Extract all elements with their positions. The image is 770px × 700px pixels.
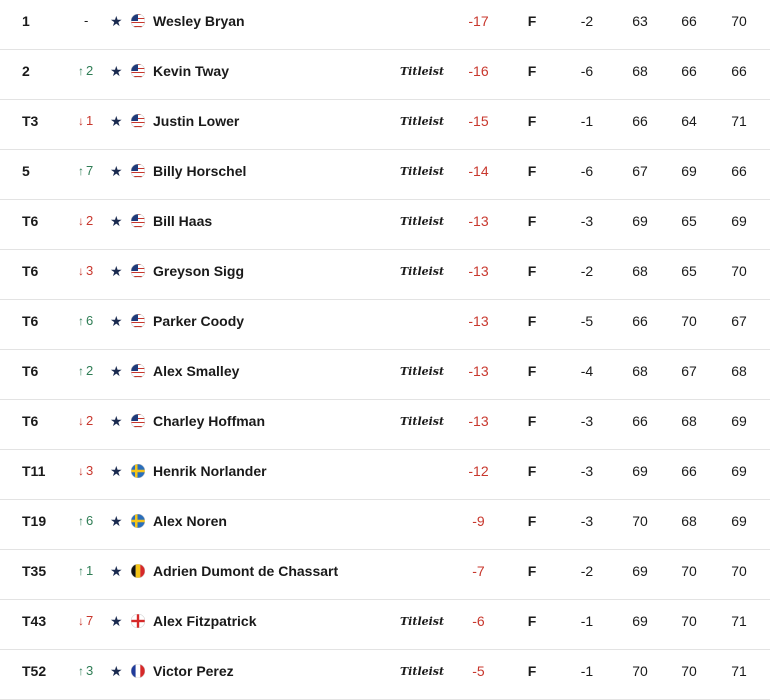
round-1-score: 69 (632, 463, 648, 479)
leaderboard-row[interactable] (0, 550, 770, 600)
position-move-value: 7 (86, 613, 94, 628)
today-score: -6 (580, 163, 594, 179)
leaderboard-row[interactable] (0, 350, 770, 400)
position: 2 (22, 63, 30, 79)
round-1-score: 66 (632, 313, 648, 329)
thru: F (527, 563, 537, 579)
arrow-down-icon: ↓ (78, 414, 84, 428)
position-move (78, 600, 104, 642)
star-icon[interactable]: ★ (110, 463, 123, 479)
arrow-up-icon: ↑ (78, 314, 84, 328)
round-3-score: 69 (731, 463, 747, 479)
total-to-par: -14 (468, 163, 489, 179)
usa-flag-icon (131, 14, 145, 28)
total-to-par: -13 (468, 363, 489, 379)
leaderboard-row[interactable] (0, 600, 770, 650)
round-3-score: 69 (731, 413, 747, 429)
today-score: -2 (580, 263, 594, 279)
position: 5 (22, 163, 30, 179)
today-score: -3 (580, 463, 594, 479)
titleist-logo (398, 161, 446, 181)
titleist-logo (398, 661, 446, 681)
svg-text:Titleist: Titleist (400, 215, 445, 228)
arrow-down-icon: ↓ (78, 264, 84, 278)
position-move-value: 6 (86, 513, 94, 528)
position-move-value: 2 (86, 63, 94, 78)
usa-flag-icon (131, 364, 145, 378)
today-score: -2 (580, 563, 594, 579)
thru: F (527, 63, 537, 79)
player-name[interactable]: Victor Perez (153, 663, 234, 679)
round-1-score: 68 (632, 363, 648, 379)
england-flag-icon (131, 614, 145, 628)
round-1-score: 63 (632, 13, 648, 29)
position-move-value: 2 (86, 213, 94, 228)
position-move (78, 350, 104, 392)
round-2-score: 65 (681, 263, 697, 279)
round-1-score: 69 (632, 563, 648, 579)
position-move (78, 450, 104, 492)
position-move-value: 2 (86, 363, 94, 378)
titleist-logo (398, 261, 446, 281)
position-move-value: 3 (86, 463, 94, 478)
leaderboard-row[interactable] (0, 200, 770, 250)
player-name[interactable]: Parker Coody (153, 313, 245, 329)
position: T11 (22, 463, 46, 479)
player-name[interactable]: Charley Hoffman (153, 413, 266, 429)
usa-flag-icon (131, 64, 145, 78)
star-icon[interactable]: ★ (110, 613, 123, 629)
arrow-up-icon: ↑ (78, 664, 84, 678)
arrow-up-icon: ↑ (78, 564, 84, 578)
leaderboard-row[interactable] (0, 50, 770, 100)
round-2-score: 68 (681, 413, 697, 429)
position-move (78, 50, 104, 92)
usa-flag-icon (131, 164, 145, 178)
today-score: -4 (580, 363, 594, 379)
sweden-flag-icon (131, 464, 145, 478)
arrow-up-icon: ↑ (78, 364, 84, 378)
position-move-value: - (84, 13, 89, 28)
star-icon[interactable]: ★ (110, 63, 123, 79)
today-score: -1 (580, 113, 594, 129)
today-score: -1 (580, 663, 594, 679)
svg-text:Titleist: Titleist (400, 365, 445, 378)
thru: F (527, 363, 537, 379)
today-score: -3 (580, 413, 594, 429)
position: T52 (22, 663, 47, 679)
position: T6 (22, 263, 39, 279)
titleist-logo (398, 361, 446, 381)
total-to-par: -13 (468, 413, 489, 429)
position: 1 (22, 13, 30, 29)
usa-flag-icon (131, 114, 145, 128)
position-move-value: 1 (86, 563, 94, 578)
star-icon[interactable]: ★ (110, 263, 123, 279)
position-move (78, 650, 104, 692)
total-to-par: -5 (472, 663, 485, 679)
titleist-logo (398, 111, 446, 131)
position: T6 (22, 363, 39, 379)
belgium-flag-icon (131, 564, 145, 578)
player-name[interactable]: Alex Fitzpatrick (153, 613, 257, 629)
round-2-score: 68 (681, 513, 697, 529)
today-score: -3 (580, 513, 594, 529)
round-3-score: 71 (731, 113, 747, 129)
round-3-score: 70 (731, 13, 747, 29)
round-3-score: 66 (731, 163, 747, 179)
leaderboard-row[interactable] (0, 450, 770, 500)
position: T6 (22, 413, 39, 429)
position-move (78, 100, 104, 142)
player-name[interactable]: Wesley Bryan (153, 13, 245, 29)
star-icon[interactable]: ★ (110, 563, 123, 579)
thru: F (527, 263, 537, 279)
position-move (78, 300, 104, 342)
total-to-par: -13 (468, 213, 489, 229)
leaderboard-row[interactable] (0, 250, 770, 300)
leaderboard-row[interactable] (0, 650, 770, 700)
round-3-score: 66 (731, 63, 747, 79)
thru: F (527, 313, 537, 329)
position-move (78, 500, 104, 542)
round-3-score: 69 (731, 513, 747, 529)
arrow-up-icon: ↑ (78, 514, 84, 528)
usa-flag-icon (131, 414, 145, 428)
leaderboard-row[interactable] (0, 400, 770, 450)
player-name[interactable]: Henrik Norlander (153, 463, 267, 479)
leaderboard-row[interactable] (0, 500, 770, 550)
today-score: -2 (580, 13, 594, 29)
round-1-score: 67 (632, 163, 648, 179)
round-3-score: 69 (731, 213, 747, 229)
usa-flag-icon (131, 264, 145, 278)
total-to-par: -16 (468, 63, 489, 79)
position-move (78, 250, 104, 292)
round-2-score: 67 (681, 363, 697, 379)
player-name[interactable]: Greyson Sigg (153, 263, 245, 279)
thru: F (527, 613, 537, 629)
star-icon[interactable]: ★ (110, 13, 123, 29)
player-name[interactable]: Billy Horschel (153, 163, 247, 179)
position-move (78, 400, 104, 442)
position-move (78, 200, 104, 242)
arrow-down-icon: ↓ (78, 614, 84, 628)
total-to-par: -6 (472, 613, 485, 629)
round-1-score: 69 (632, 213, 648, 229)
position-move-value: 3 (86, 263, 94, 278)
position-move (78, 550, 104, 592)
star-icon[interactable]: ★ (110, 663, 123, 679)
thru: F (527, 213, 537, 229)
arrow-up-icon: ↑ (78, 164, 84, 178)
position: T6 (22, 313, 39, 329)
svg-text:Titleist: Titleist (400, 265, 445, 278)
position: T35 (22, 563, 47, 579)
usa-flag-icon (131, 314, 145, 328)
sweden-flag-icon (131, 514, 145, 528)
total-to-par: -9 (472, 513, 485, 529)
today-score: -5 (580, 313, 594, 329)
titleist-logo (398, 61, 446, 81)
round-3-score: 70 (731, 563, 747, 579)
round-3-score: 68 (731, 363, 747, 379)
round-2-score: 66 (681, 63, 697, 79)
star-icon[interactable]: ★ (110, 363, 123, 379)
today-score: -3 (580, 213, 594, 229)
round-3-score: 67 (731, 313, 747, 329)
round-2-score: 64 (681, 113, 697, 129)
leaderboard-row[interactable] (0, 0, 770, 50)
round-2-score: 69 (681, 163, 697, 179)
leaderboard-row[interactable] (0, 100, 770, 150)
position-move-value: 2 (86, 413, 94, 428)
player-name[interactable]: Kevin Tway (153, 63, 229, 79)
round-2-score: 70 (681, 563, 697, 579)
star-icon[interactable]: ★ (110, 413, 123, 429)
svg-text:Titleist: Titleist (400, 665, 445, 678)
arrow-up-icon: ↑ (78, 64, 84, 78)
player-name[interactable]: Bill Haas (153, 213, 213, 229)
star-icon[interactable]: ★ (110, 213, 123, 229)
position-move-value: 3 (86, 663, 94, 678)
thru: F (527, 113, 537, 129)
arrow-down-icon: ↓ (78, 464, 84, 478)
total-to-par: -17 (468, 13, 489, 29)
star-icon[interactable]: ★ (110, 163, 123, 179)
player-name[interactable]: Justin Lower (153, 113, 240, 129)
round-1-score: 70 (632, 513, 648, 529)
arrow-down-icon: ↓ (78, 114, 84, 128)
position-move (78, 150, 104, 192)
round-1-score: 69 (632, 613, 648, 629)
svg-text:Titleist: Titleist (400, 615, 445, 628)
round-2-score: 65 (681, 213, 697, 229)
titleist-logo (398, 411, 446, 431)
titleist-logo (398, 211, 446, 231)
round-1-score: 66 (632, 413, 648, 429)
today-score: -6 (580, 63, 594, 79)
round-3-score: 71 (731, 613, 747, 629)
player-name[interactable]: Alex Noren (153, 513, 227, 529)
thru: F (527, 663, 537, 679)
round-3-score: 71 (731, 663, 747, 679)
star-icon[interactable]: ★ (110, 313, 123, 329)
round-1-score: 68 (632, 63, 648, 79)
svg-text:Titleist: Titleist (400, 115, 445, 128)
round-2-score: 66 (681, 13, 697, 29)
position-move-value: 7 (86, 163, 94, 178)
position: T43 (22, 613, 47, 629)
leaderboard-row[interactable] (0, 150, 770, 200)
star-icon[interactable]: ★ (110, 513, 123, 529)
today-score: -1 (580, 613, 594, 629)
total-to-par: -7 (472, 563, 485, 579)
svg-text:Titleist: Titleist (400, 165, 445, 178)
player-name[interactable]: Alex Smalley (153, 363, 240, 379)
round-1-score: 70 (632, 663, 648, 679)
position-move (78, 0, 110, 42)
round-3-score: 70 (731, 263, 747, 279)
thru: F (527, 413, 537, 429)
leaderboard-row[interactable] (0, 300, 770, 350)
total-to-par: -13 (468, 313, 489, 329)
round-1-score: 66 (632, 113, 648, 129)
titleist-logo (398, 611, 446, 631)
round-2-score: 70 (681, 613, 697, 629)
round-1-score: 68 (632, 263, 648, 279)
round-2-score: 70 (681, 313, 697, 329)
thru: F (527, 513, 537, 529)
thru: F (527, 463, 537, 479)
player-name[interactable]: Adrien Dumont de Chassart (153, 563, 339, 579)
usa-flag-icon (131, 214, 145, 228)
round-2-score: 66 (681, 463, 697, 479)
total-to-par: -13 (468, 263, 489, 279)
position-move-value: 1 (86, 113, 94, 128)
thru: F (527, 163, 537, 179)
total-to-par: -12 (468, 463, 489, 479)
position-move-value: 6 (86, 313, 94, 328)
france-flag-icon (131, 664, 145, 678)
round-2-score: 70 (681, 663, 697, 679)
arrow-down-icon: ↓ (78, 214, 84, 228)
svg-text:Titleist: Titleist (400, 415, 445, 428)
svg-text:Titleist: Titleist (400, 65, 445, 78)
position: T19 (22, 513, 47, 529)
thru: F (527, 13, 537, 29)
position: T6 (22, 213, 39, 229)
total-to-par: -15 (468, 113, 489, 129)
position: T3 (22, 113, 39, 129)
star-icon[interactable]: ★ (110, 113, 123, 129)
